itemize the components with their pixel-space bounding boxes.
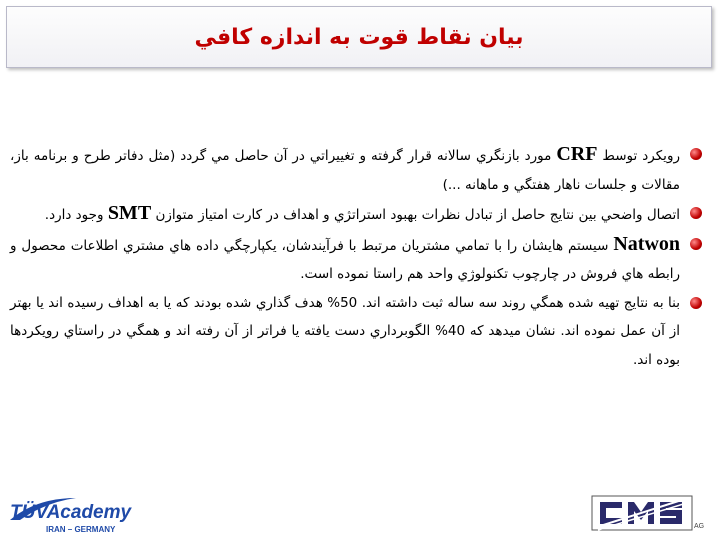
bullet-text-after: سيستم هايشان را با تمامي مشتريان مرتبط با فرآيندشان، يكپارچگي داده هاي مشتري اطلاعات محصول و رابطه هاي فروش در چارچوب تكنولوژي واحد هم راستا نموده است. [10,237,680,282]
bullet-item [10,199,702,230]
bullet-text-after: وجود دارد. [44,207,104,223]
slide-title: بيان نقاط قوت به اندازه كافي [194,24,524,50]
bullet-item [10,140,702,199]
cms-logo [590,490,710,535]
bullet-text-after: بنا به نتايج تهيه شده همگي روند سه ساله ثبت داشته اند. 50% هدف گذاري شده بودند كه يا به اهداف رسيده اند يا بهتر از آن عمل نموده اند. نشان ميدهد كه 40% الگوبرداري دست يافته يا فراتر از آن رفته اند و همگي در راستاي رويكردها بوده اند. [10,294,680,368]
cms-ag-text: AG [694,523,705,530]
title-box [6,6,712,68]
bullet-item [10,230,702,289]
bullet-dot-icon [690,238,702,250]
bullet-list [10,140,702,374]
bullet-dot-icon [690,207,702,219]
bullet-latin-term: Natwon [613,232,681,255]
bullet-text-after: مورد بازنگري سالانه قرار گرفته و تغييراتي در آن حاصل مي گردد (مثل دفاتر طرح و برنامه باز، مقالات و جلسات ناهار هفتگي و ماهانه ...) [10,148,680,193]
tuv-logo-subtext: IRAN – GERMANY [46,525,116,534]
bullet-item [10,289,702,375]
tuv-academy-logo [6,490,151,535]
bullet-dot-icon [690,297,702,309]
bullet-text-before: رويكرد توسط [602,148,680,164]
bullet-dot-icon [690,148,702,160]
bullet-latin-term: CRF [556,143,598,165]
bullet-latin-term: SMT [107,202,152,224]
bullet-text-before: اتصال واضحي بين نتايج حاصل از تبادل نظرات بهبود استراتژي و اهداف در كارت امتياز متوازن [155,207,680,223]
tuv-logo-text: TÜVAcademy [10,502,132,523]
